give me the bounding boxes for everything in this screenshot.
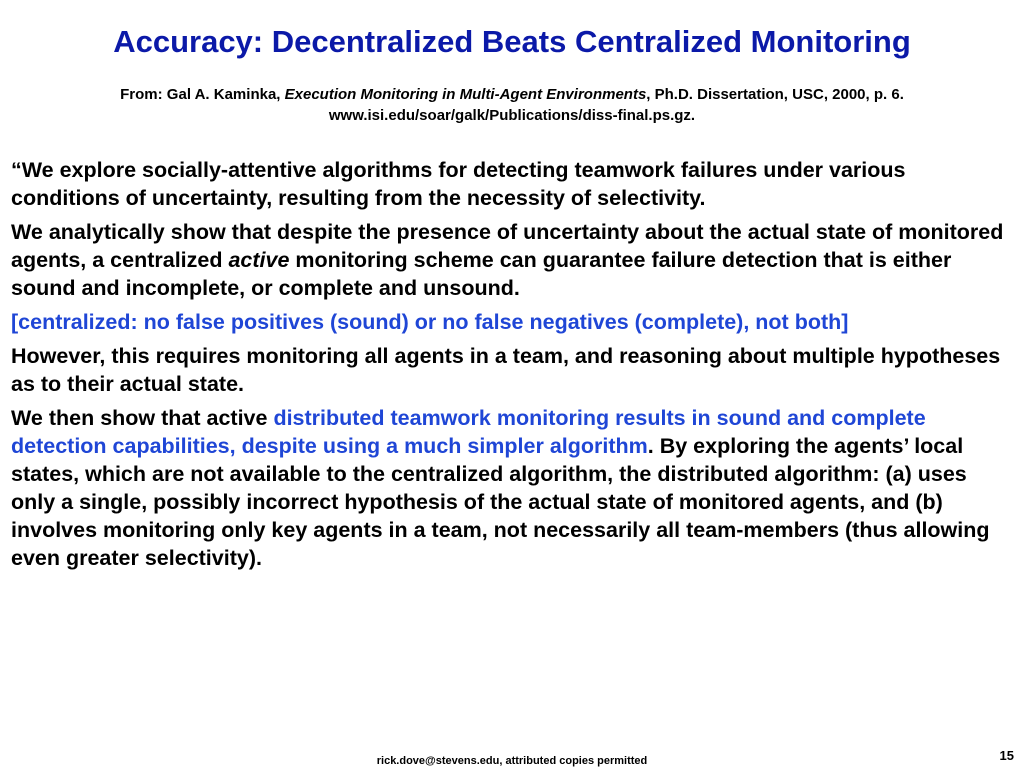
- slide-body: [11, 156, 1016, 578]
- source-citation: [0, 84, 1024, 126]
- paragraph-text: . By exploring the agents’ local states, which are not available to the centralized algorithm, the distributed algorithm: (a) uses only a single, possibly incorrect hypothesis of the actual state of monitored agents, and (b) involves monitoring only key agents in a team, not necessarily all team-members (thus allowing even greater selectivity).: [11, 434, 990, 570]
- page-number: 15: [999, 748, 1014, 763]
- slide-title: Accuracy: Decentralized Beats Centralized Monitoring: [113, 24, 911, 59]
- citation-prefix: From: Gal A. Kaminka,: [120, 86, 285, 103]
- footer-credit: rick.dove@stevens.edu, attributed copies permitted: [376, 755, 648, 767]
- highlight-distributed: distributed teamwork monitoring results in sound and complete detection capabilities, despite using a much simpler algorithm: [11, 406, 926, 458]
- paragraph-socially-attentive: “We explore socially-attentive algorithms for detecting teamwork failures under various conditions of uncertainty, resulting from the necessity of selectivity.: [11, 158, 906, 210]
- paragraph-distributed-monitoring: [11, 404, 1016, 572]
- citation-work-title: Execution Monitoring in Multi-Agent Environments: [284, 86, 647, 103]
- citation-suffix: , Ph.D. Dissertation, USC, 2000, p. 6.: [646, 86, 904, 103]
- paragraph-text: monitoring scheme can guarantee failure detection that is either sound and incomplete, or complete and unsound.: [11, 248, 952, 300]
- paragraph-text: We analytically show that despite the presence of uncertainty about the actual state of monitored agents, a centralized: [11, 220, 1004, 272]
- paragraph-text: We then show that active: [11, 406, 274, 430]
- citation-line: [0, 84, 1024, 105]
- paragraph-centralized-note: [centralized: no false positives (sound) or no false negatives (complete), not both]: [11, 310, 849, 334]
- paragraph-requirements: However, this requires monitoring all agents in a team, and reasoning about multiple hypotheses as to their actual state.: [11, 344, 1001, 396]
- citation-url: www.isi.edu/soar/galk/Publications/diss-final.ps.gz.: [328, 107, 696, 124]
- emphasis-active: active: [228, 248, 290, 272]
- paragraph-centralized-analysis: [11, 218, 1016, 302]
